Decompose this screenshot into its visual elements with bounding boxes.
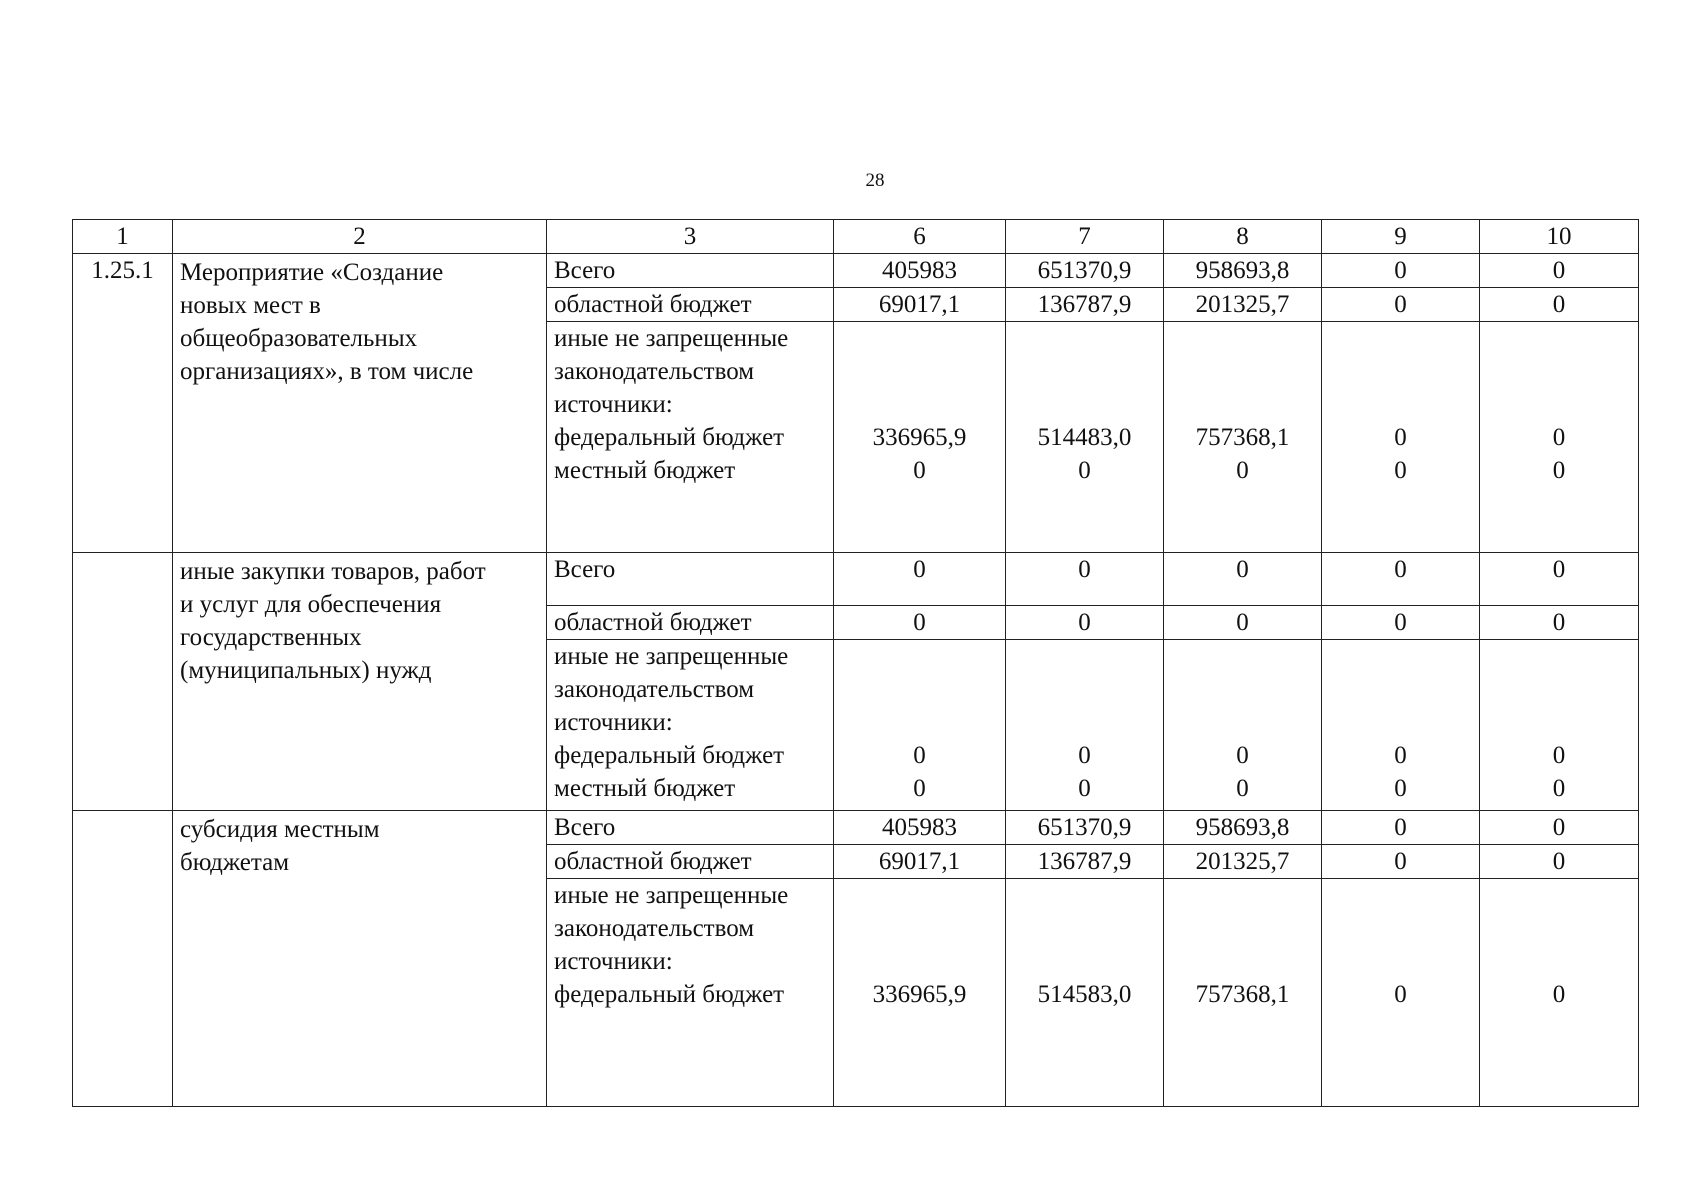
value-cell: 405983 (834, 254, 1006, 288)
value-cell: 0 (834, 553, 1006, 606)
label-line: иные не запрещенные (554, 882, 789, 909)
federal-value: 757368,1 (1195, 424, 1290, 451)
table-row (73, 254, 1639, 288)
federal-value: 0 (1552, 424, 1566, 451)
label-line: источники: (554, 391, 673, 418)
federal-value: 0 (1078, 742, 1091, 769)
federal-value: 0 (1552, 742, 1566, 769)
row-label-total: Всего (547, 811, 834, 845)
value-cell (1480, 640, 1639, 811)
description-line: и услуг для обеспечения (180, 591, 442, 618)
row-label-regional: областной бюджет (547, 288, 834, 322)
row-label-regional: областной бюджет (547, 606, 834, 640)
federal-value: 336965,9 (872, 981, 967, 1008)
header-cell: 6 (834, 220, 1006, 254)
description-line: организациях», в том числе (180, 358, 474, 385)
section-number: 1.25.1 (73, 254, 173, 553)
header-cell: 10 (1480, 220, 1639, 254)
header-cell: 8 (1164, 220, 1322, 254)
value-cell: 0 (1164, 606, 1322, 640)
federal-value: 0 (1394, 424, 1407, 451)
description-line: бюджетам (180, 849, 290, 876)
value-cell (1322, 879, 1480, 1107)
value-cell: 0 (1006, 606, 1164, 640)
value-cell (1480, 879, 1639, 1107)
value-cell (834, 879, 1006, 1107)
local-value: 0 (1078, 775, 1091, 802)
value-cell: 651370,9 (1006, 811, 1164, 845)
section-number (73, 553, 173, 811)
local-value: 0 (1552, 775, 1566, 802)
value-cell: 0 (1322, 553, 1480, 606)
table-row (73, 553, 1639, 606)
header-cell: 3 (547, 220, 834, 254)
value-cell (834, 640, 1006, 811)
value-cell (1164, 879, 1322, 1107)
federal-value: 514483,0 (1037, 424, 1132, 451)
local-value: 0 (1552, 457, 1566, 484)
section-description (173, 553, 547, 811)
budget-table (72, 219, 1639, 1107)
label-line: источники: (554, 948, 673, 975)
label-line: законодательством (554, 915, 755, 942)
value-cell: 136787,9 (1006, 288, 1164, 322)
federal-value: 336965,9 (872, 424, 967, 451)
value-cell: 0 (1480, 288, 1639, 322)
row-label-total: Всего (547, 254, 834, 288)
label-line: местный бюджет (554, 775, 736, 802)
value-cell: 0 (1164, 553, 1322, 606)
local-value: 0 (913, 457, 926, 484)
federal-value: 0 (1394, 981, 1407, 1008)
label-line: федеральный бюджет (554, 981, 785, 1008)
header-row (73, 220, 1639, 254)
local-value: 0 (1394, 775, 1407, 802)
label-line: федеральный бюджет (554, 742, 785, 769)
value-cell: 69017,1 (834, 845, 1006, 879)
value-cell: 651370,9 (1006, 254, 1164, 288)
local-value: 0 (1078, 457, 1091, 484)
value-cell: 0 (1480, 553, 1639, 606)
label-line: иные не запрещенные (554, 325, 789, 352)
header-cell: 1 (73, 220, 173, 254)
value-cell: 0 (1322, 606, 1480, 640)
description-line: государственных (180, 624, 362, 651)
value-cell: 0 (1006, 553, 1164, 606)
row-label-total: Всего (547, 553, 834, 606)
value-cell: 405983 (834, 811, 1006, 845)
section-description (173, 811, 547, 1107)
value-cell (1322, 322, 1480, 553)
row-label-other-sources (547, 322, 834, 553)
row-label-other-sources (547, 879, 834, 1107)
page-number: 28 (865, 170, 885, 191)
federal-value: 514583,0 (1037, 981, 1132, 1008)
value-cell: 958693,8 (1164, 811, 1322, 845)
label-line: федеральный бюджет (554, 424, 785, 451)
value-cell: 0 (1322, 811, 1480, 845)
description-line: общеобразовательных (180, 325, 418, 352)
value-cell (834, 322, 1006, 553)
description-line: новых мест в (180, 292, 321, 319)
row-label-regional: областной бюджет (547, 845, 834, 879)
local-value: 0 (913, 775, 926, 802)
value-cell: 0 (1322, 845, 1480, 879)
value-cell: 136787,9 (1006, 845, 1164, 879)
header-cell: 2 (173, 220, 547, 254)
table-row (73, 811, 1639, 845)
value-cell (1164, 322, 1322, 553)
description-line: иные закупки товаров, работ (180, 558, 486, 585)
header-cell: 7 (1006, 220, 1164, 254)
federal-value: 0 (913, 742, 926, 769)
value-cell: 0 (834, 606, 1006, 640)
label-line: законодательством (554, 676, 755, 703)
federal-value: 0 (1236, 742, 1249, 769)
value-cell (1006, 322, 1164, 553)
label-line: местный бюджет (554, 457, 736, 484)
description-line: субсидия местным (180, 816, 380, 843)
section-number (73, 811, 173, 1107)
value-cell: 0 (1322, 288, 1480, 322)
value-cell (1164, 640, 1322, 811)
section-description (173, 254, 547, 553)
description-line: (муниципальных) нужд (180, 657, 432, 684)
label-line: иные не запрещенные (554, 643, 789, 670)
value-cell: 201325,7 (1164, 845, 1322, 879)
value-cell (1322, 640, 1480, 811)
local-value: 0 (1394, 457, 1407, 484)
value-cell: 0 (1322, 254, 1480, 288)
federal-value: 757368,1 (1195, 981, 1290, 1008)
header-cell: 9 (1322, 220, 1480, 254)
value-cell: 201325,7 (1164, 288, 1322, 322)
value-cell: 0 (1480, 254, 1639, 288)
value-cell: 69017,1 (834, 288, 1006, 322)
value-cell (1006, 640, 1164, 811)
value-cell: 0 (1480, 811, 1639, 845)
value-cell (1480, 322, 1639, 553)
local-value: 0 (1236, 775, 1249, 802)
row-label-other-sources (547, 640, 834, 811)
federal-value: 0 (1552, 981, 1566, 1008)
label-line: законодательством (554, 358, 755, 385)
value-cell: 0 (1480, 606, 1639, 640)
label-line: источники: (554, 709, 673, 736)
local-value: 0 (1236, 457, 1249, 484)
value-cell (1006, 879, 1164, 1107)
value-cell: 958693,8 (1164, 254, 1322, 288)
description-line: Мероприятие «Создание (180, 259, 444, 286)
value-cell: 0 (1480, 845, 1639, 879)
federal-value: 0 (1394, 742, 1407, 769)
